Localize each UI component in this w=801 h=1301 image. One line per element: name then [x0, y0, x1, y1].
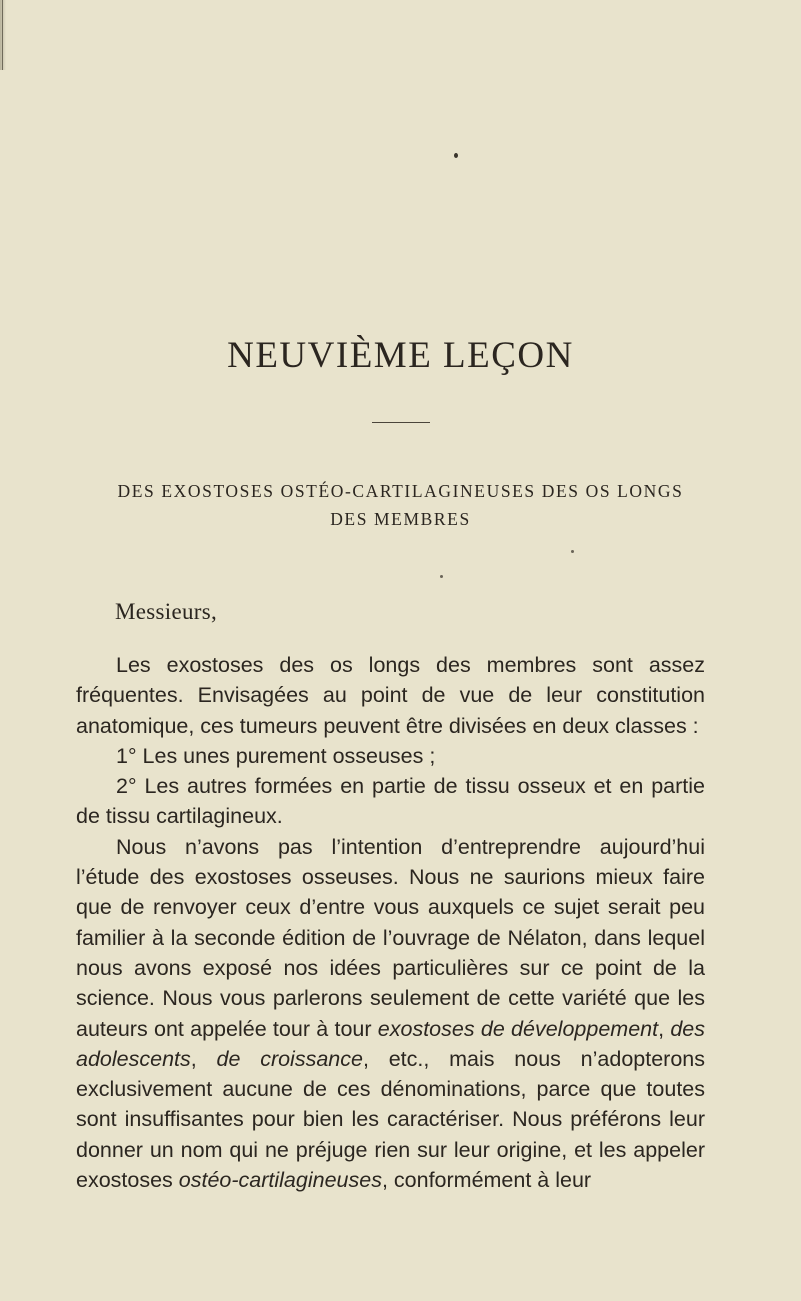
ink-speck [454, 153, 458, 158]
title-rule-divider [372, 422, 430, 423]
paragraph-2: 1° Les unes purement osseuses ; [116, 743, 436, 768]
ink-speck [571, 550, 574, 553]
ink-speck [440, 575, 443, 578]
salutation: Messieurs, [115, 599, 218, 624]
paragraph-4-text: , conformément à leur [381, 1168, 592, 1193]
paragraph-4-text: , [190, 1046, 217, 1071]
paragraph-1: Les exostoses des os longs des membres sont assez fréquentes. Envisagées au point de vue de leur constitution anatomique, ces tumeurs peuvent être divisées en deux classes : [76, 653, 705, 738]
paragraph-4-emphasis: ostéo-cartilagineuses [178, 1168, 382, 1193]
page-edge-line [2, 0, 3, 70]
paragraph-4-emphasis: exostoses de développement [377, 1016, 659, 1041]
paragraph-4-text: , [658, 1016, 671, 1041]
lesson-title: NEUVIÈME LEÇON [227, 335, 574, 376]
body-text [76, 650, 705, 1195]
chapter-subtitle-line-1: DES EXOSTOSES OSTÉO-CARTILAGINEUSES DES OS LONGS [117, 481, 684, 501]
paragraph-4-emphasis: des adolescents [76, 1016, 705, 1071]
paragraph-3: 2° Les autres formées en partie de tissu osseux et en partie de tissu cartilagineux. [76, 774, 705, 829]
paragraph-4-emphasis: de croissance [216, 1046, 363, 1071]
paragraph-4-text: Nous n’avons pas l’intention d’entreprendre aujourd’hui l’étude des exostoses osseuses. Nous ne saurions mieux faire que de renvoyer ceux d’entre vous auxquels ce sujet serait peu familier à la seconde édition de l’ouvrage de Nélaton, dans lequel nous avons exposé nos idées particulières sur ce point de la science. Nous vous parlerons seulement de cette variété que les auteurs ont appelée tour à tour [76, 834, 705, 1041]
paragraph-4 [76, 832, 705, 1196]
paragraph-4-text: , etc., mais nous n’adopterons exclusivement aucune de ces dénominations, parce que toutes sont insuffisantes pour bien les caractériser. Nous préférons leur donner un nom qui ne préjuge rien sur leur origine, et les appeler exostoses [76, 1046, 706, 1193]
page-edge-shadow [0, 0, 6, 70]
chapter-subtitle-line-2: DES MEMBRES [330, 509, 471, 529]
